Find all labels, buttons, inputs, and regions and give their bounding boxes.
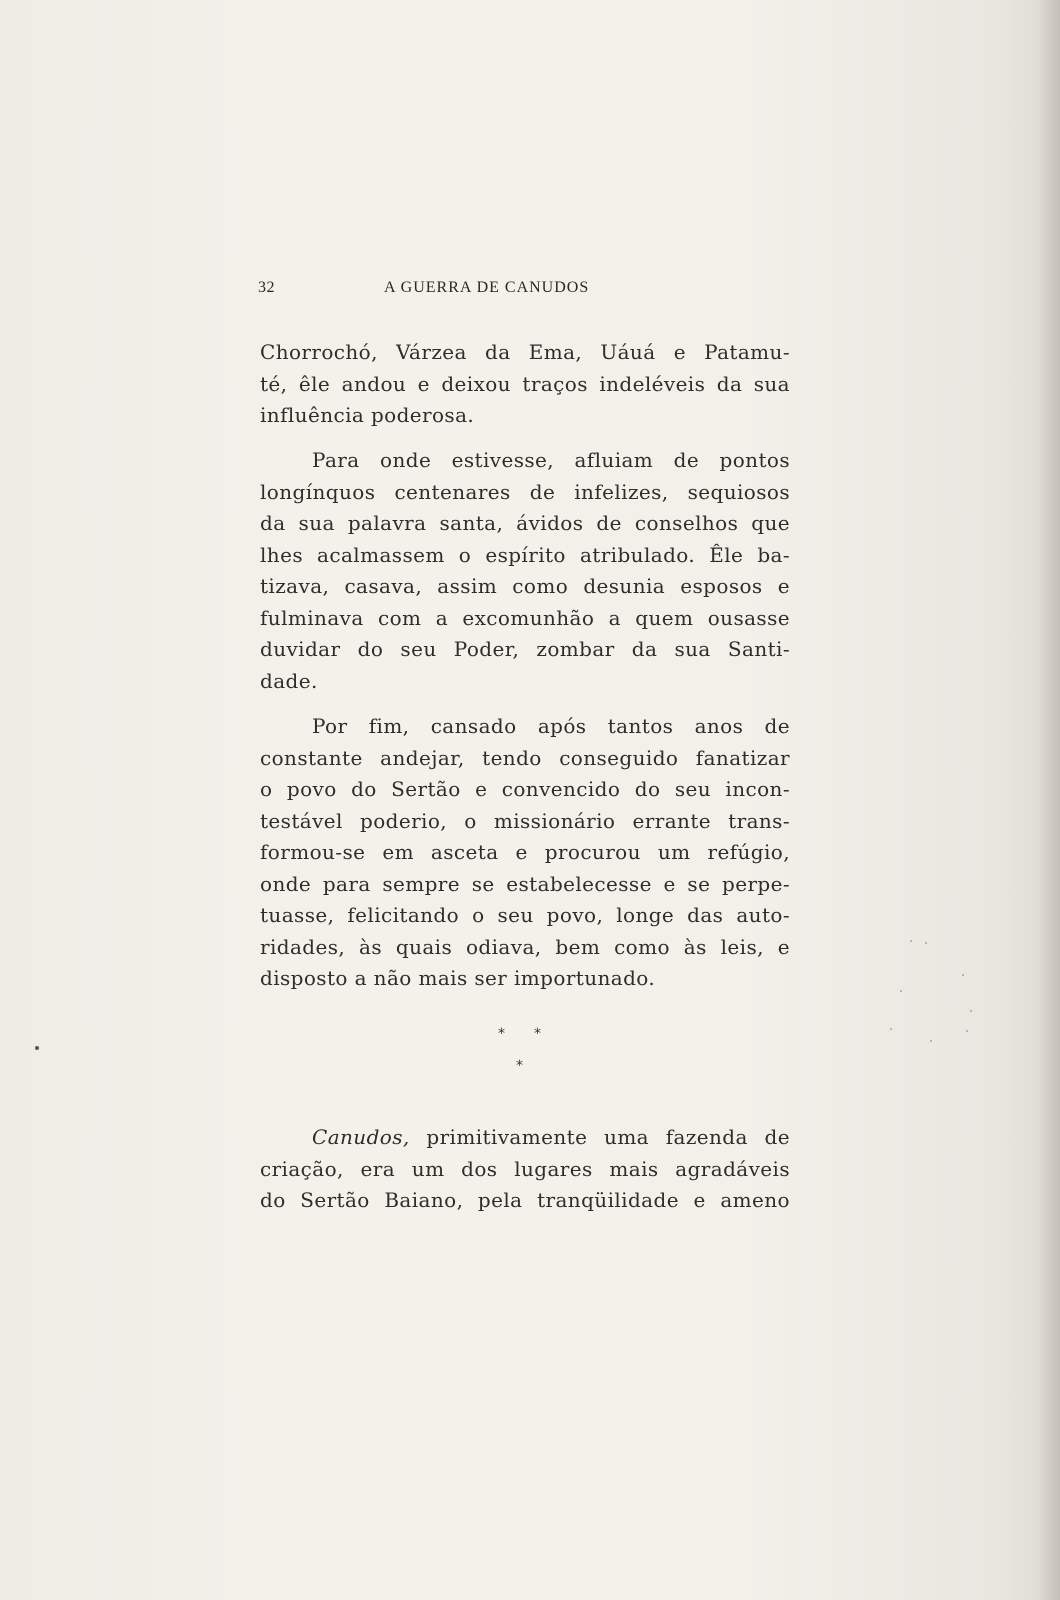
section-break-asterism — [490, 1026, 550, 1076]
asterisk: * — [534, 1026, 541, 1042]
asterisk: * — [498, 1026, 505, 1042]
text-line: influência poderosa. — [260, 403, 475, 427]
text-line: Para onde estivesse, afluiam de pontos — [312, 448, 790, 472]
text-line: lhes acalmassem o espírito atribulado. Êle ba- — [260, 542, 790, 567]
text-line: duvidar do seu Poder, zombar da sua Santi- — [260, 637, 790, 661]
text-line: té, êle andou e deixou traços indeléveis da sua — [260, 371, 790, 396]
emphasized-word: Canudos, — [312, 1125, 410, 1149]
text-line: fulminava com a excomunhão a quem ousasse — [260, 605, 790, 630]
text-line: formou-se em asceta e procurou um refúgio, — [260, 840, 790, 864]
text-line: ridades, às quais odiava, bem como às leis, e — [260, 934, 790, 959]
text-line: tuasse, felicitando o seu povo, longe das auto- — [260, 903, 790, 927]
paper-stain — [870, 930, 990, 1070]
page-number: 32 — [258, 279, 275, 296]
page-edge-shadow — [1038, 0, 1060, 1600]
text-line: Chorrochó, Várzea da Ema, Uáuá e Patamu- — [260, 340, 790, 364]
paper-speck — [35, 1046, 39, 1050]
text-line: longínquos centenares de infelizes, sequiosos — [260, 479, 790, 504]
running-title: A GUERRA DE CANUDOS — [384, 279, 590, 296]
line-rest: primitivamente uma fazenda de — [409, 1125, 790, 1149]
running-header — [258, 279, 798, 301]
text-line: criação, era um dos lugares mais agradáveis — [260, 1156, 790, 1181]
text-line: da sua palavra santa, ávidos de conselhos que — [260, 511, 790, 535]
text-line: Por fim, cansado após tantos anos de — [312, 714, 790, 738]
text-line: onde para sempre se estabelecesse e se perpe- — [260, 871, 790, 896]
text-line: tizava, casava, assim como desunia esposos e — [260, 574, 790, 598]
paragraph-1 — [260, 337, 790, 432]
text-line: constante andejar, tendo conseguido fanatizar — [260, 745, 790, 770]
text-line: testável poderio, o missionário errante trans- — [260, 808, 790, 833]
paragraph-4 — [260, 1122, 790, 1217]
text-line: do Sertão Baiano, pela tranqüilidade e ameno — [260, 1188, 790, 1212]
asterisk: * — [516, 1058, 523, 1074]
paragraph-3 — [260, 711, 790, 995]
text-line — [260, 1122, 790, 1154]
text-line: disposto a não mais ser importunado. — [260, 966, 656, 990]
paragraph-2 — [260, 445, 790, 697]
text-line: dade. — [260, 668, 318, 693]
text-line: o povo do Sertão e convencido do seu incon- — [260, 777, 790, 801]
